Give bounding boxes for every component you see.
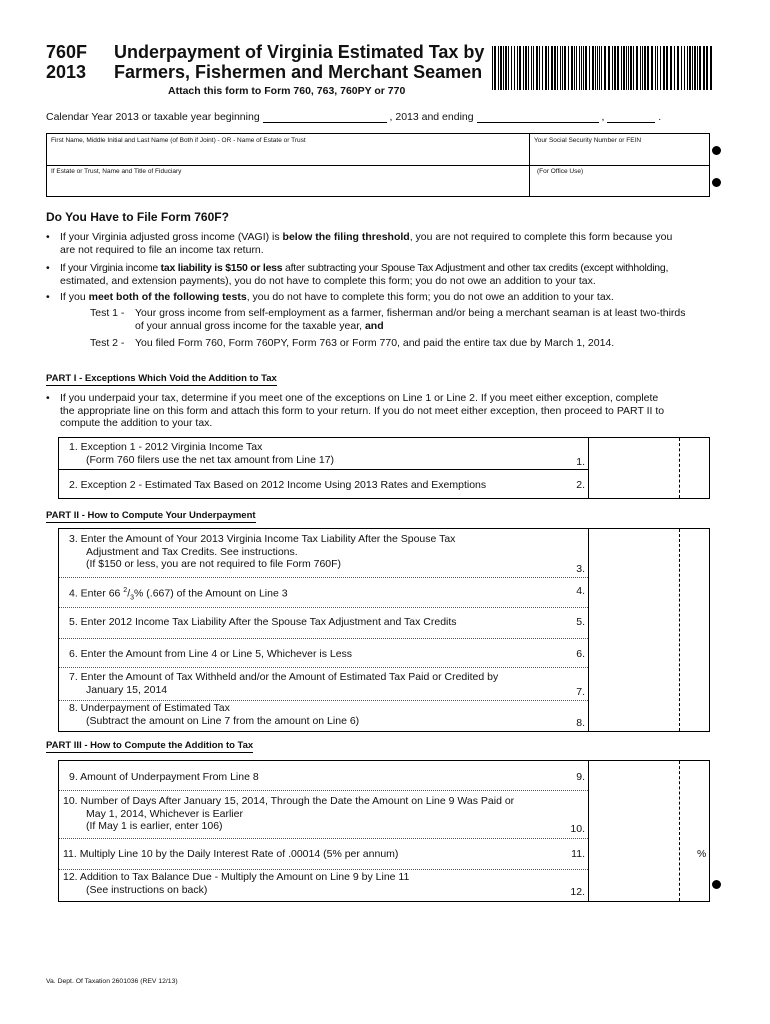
registration-dot-1: [712, 146, 721, 155]
barcode-bar: [519, 46, 521, 90]
calendar-year-line: [46, 111, 661, 123]
barcode-bar: [628, 46, 629, 90]
ssn-field[interactable]: [533, 146, 707, 163]
barcode-bar: [554, 46, 556, 90]
line11-rate-field[interactable]: [589, 839, 697, 869]
line9-number: 9.: [576, 771, 585, 783]
row-divider: [59, 577, 588, 578]
fiduciary-row: [47, 165, 709, 196]
amount-column-divider: [588, 529, 589, 731]
line1-label: 1. Exception 1 - 2012 Virginia Income Tax (Form 760 filers use the net tax amount from Line 17): [69, 441, 335, 466]
barcode-bar: [647, 46, 649, 90]
line5-number: 5.: [576, 616, 585, 628]
ssn-label: Your Social Security Number or FEIN: [534, 137, 642, 144]
barcode-bar: [640, 46, 641, 90]
row-divider: [59, 667, 588, 668]
barcode-bar: [514, 46, 515, 90]
barcode-bar: [674, 46, 675, 90]
line2-amount-field[interactable]: [589, 470, 709, 499]
barcode-bar: [581, 46, 582, 90]
line11-number: 11.: [571, 848, 585, 860]
line10-number: 10.: [570, 823, 585, 835]
calendar-prefix: Calendar Year 2013 or taxable year beginning: [46, 111, 260, 123]
line5-label: 5. Enter 2012 Income Tax Liability After the Spouse Tax Adjustment and Tax Credits: [69, 616, 457, 628]
barcode-bar: [531, 46, 532, 90]
barcode-bar: [492, 46, 493, 90]
barcode-bar: [545, 46, 547, 90]
line7-amount-field[interactable]: [589, 668, 709, 700]
barcode-bar: [655, 46, 656, 90]
barcode: [492, 46, 718, 90]
barcode-bar: [564, 46, 566, 90]
barcode-bar: [626, 46, 627, 90]
line3-amount-field[interactable]: [589, 529, 709, 577]
row-divider: [59, 790, 588, 791]
form-title-line1: Underpayment of Virginia Estimated Tax by: [114, 42, 485, 62]
barcode-bar: [571, 46, 573, 90]
row-divider: [59, 700, 588, 701]
bullet-2: • If your Virginia income tax liability is $150 or less after subtracting your Spouse Tax Adjustment and other tax credits (except withholding, estimated, and extension payments), you do not have to complete this form; you do not owe an addition to your tax.: [46, 262, 669, 287]
line2-number: 2.: [576, 479, 585, 491]
barcode-bar: [694, 46, 696, 90]
test-1: Test 1 - Your gross income from self-employment as a farmer, fisherman and/or being a merchant seaman is at least two-thirds of your annual gross income for the taxable year, and: [90, 307, 686, 332]
barcode-bar: [557, 46, 558, 90]
barcode-bar: [533, 46, 534, 90]
line6-label: 6. Enter the Amount from Line 4 or Line 5, Whichever is Less: [69, 648, 353, 660]
form-year: 2013: [46, 62, 87, 82]
barcode-bar: [657, 46, 658, 90]
barcode-bar: [542, 46, 543, 90]
barcode-bar: [670, 46, 672, 90]
part3-table: [58, 760, 710, 902]
barcode-bar: [595, 46, 596, 90]
barcode-bar: [579, 46, 580, 90]
barcode-bar: [583, 46, 584, 90]
barcode-bar: [666, 46, 668, 90]
barcode-bar: [551, 46, 553, 90]
line8-amount-field[interactable]: [589, 701, 709, 732]
line2-label: 2. Exception 2 - Estimated Tax Based on 2012 Income Using 2013 Rates and Exemptions: [69, 479, 487, 491]
barcode-bar: [548, 46, 549, 90]
name-row: [47, 134, 709, 166]
barcode-bar: [528, 46, 529, 90]
part2-table: [58, 528, 710, 732]
barcode-bar: [608, 46, 610, 90]
barcode-bar: [644, 46, 646, 90]
barcode-bar: [498, 46, 499, 90]
name-field[interactable]: [49, 146, 525, 163]
barcode-bar: [599, 46, 600, 90]
barcode-bar: [642, 46, 643, 90]
line6-amount-field[interactable]: [589, 639, 709, 667]
row-divider: [59, 838, 588, 839]
barcode-bar: [604, 46, 606, 90]
line7-number: 7.: [576, 686, 585, 698]
barcode-bar: [503, 46, 504, 90]
calendar-comma: ,: [601, 111, 605, 123]
line1-amount-field[interactable]: [589, 438, 709, 469]
barcode-bar: [699, 46, 701, 90]
row-divider: [59, 638, 588, 639]
line10-days-field[interactable]: [589, 791, 709, 838]
row-divider: [59, 869, 588, 870]
barcode-bar: [614, 46, 616, 90]
line8-label: 8. Underpayment of Estimated Tax (Subtract the amount on Line 7 from the amount on Line 6): [69, 702, 360, 727]
barcode-bar: [612, 46, 613, 90]
barcode-bar: [630, 46, 632, 90]
line1-number: 1.: [576, 456, 585, 468]
barcode-bar: [511, 46, 512, 90]
barcode-bar: [589, 46, 590, 90]
part2-heading: PART II - How to Compute Your Underpayment: [46, 510, 256, 521]
row-divider: [59, 607, 588, 608]
cents-divider: [679, 438, 680, 498]
percent-unit: %: [697, 848, 707, 860]
barcode-bar: [636, 46, 638, 90]
line9-label: 9. Amount of Underpayment From Line 8: [69, 771, 259, 783]
part1-instructions: • If you underpaid your tax, determine if you meet one of the exceptions on Line 1 or Line 2. If you meet either exception, complete the appropriate line on this form and attach this form to your return. If you do not meet either exception, then proceed to PART II to compute the addition to your tax.: [46, 392, 665, 429]
barcode-bar: [601, 46, 602, 90]
attach-instruction: Attach this form to Form 760, 763, 760PY or 770: [168, 85, 406, 97]
name-block-divider: [529, 134, 530, 196]
form-number-block: [46, 42, 87, 82]
barcode-bar: [623, 46, 625, 90]
barcode-bar: [689, 46, 691, 90]
barcode-bar: [663, 46, 665, 90]
barcode-bar: [494, 46, 496, 90]
barcode-bar: [651, 46, 653, 90]
barcode-bar: [706, 46, 708, 90]
cents-divider: [679, 761, 680, 901]
barcode-bar: [523, 46, 524, 90]
part1-heading: PART I - Exceptions Which Void the Addition to Tax: [46, 373, 277, 384]
barcode-bar: [539, 46, 540, 90]
barcode-bar: [681, 46, 682, 90]
line7-label: 7. Enter the Amount of Tax Withheld and/or the Amount of Estimated Tax Paid or Credited by January 15, 2014: [69, 671, 499, 696]
barcode-bar: [677, 46, 679, 90]
barcode-bar: [684, 46, 685, 90]
part1-table: [58, 437, 710, 499]
line6-number: 6.: [576, 648, 585, 660]
barcode-bar: [597, 46, 598, 90]
amount-column-divider: [588, 761, 589, 901]
barcode-bar: [585, 46, 587, 90]
line4-label: 4. Enter 66 $^2/_3\%$ (.667) of the Amount on Line 3: [69, 587, 288, 602]
footer-revision: Va. Dept. Of Taxation 2601036 (REV 12/13): [46, 978, 178, 985]
line5-amount-field[interactable]: [589, 608, 709, 638]
cents-divider: [679, 529, 680, 731]
barcode-bar: [574, 46, 575, 90]
bullet-1: • If your Virginia adjusted gross income (VAGI) is below the filing threshold, you are not required to complete this form because you are not required to file an income tax return.: [46, 231, 673, 256]
part3-heading: PART III - How to Compute the Addition to Tax: [46, 740, 254, 751]
barcode-bar: [500, 46, 502, 90]
barcode-bar: [633, 46, 634, 90]
barcode-bar: [525, 46, 527, 90]
line3-number: 3.: [576, 563, 585, 575]
barcode-bar: [508, 46, 509, 90]
barcode-bar: [536, 46, 538, 90]
barcode-bar: [621, 46, 622, 90]
barcode-bar: [560, 46, 561, 90]
barcode-bar: [687, 46, 688, 90]
registration-dot-3: [712, 880, 721, 889]
amount-column-divider: [588, 438, 589, 498]
form-number: 760F: [46, 42, 88, 62]
begin-date-field[interactable]: [263, 112, 387, 123]
end-date-field[interactable]: [477, 112, 599, 123]
name-label: First Name, Middle Initial and Last Name (of Both if Joint) - OR - Name of Estate or Trust: [51, 137, 306, 144]
barcode-bar: [710, 46, 712, 90]
barcode-bar: [617, 46, 619, 90]
line12-label: 12. Addition to Tax Balance Due - Multiply the Amount on Line 9 by Line 11 (See instructions on back): [63, 871, 410, 896]
test-2: Test 2 - You filed Form 760, Form 760PY, Form 763 or Form 770, and paid the entire tax due by March 1, 2014.: [90, 337, 615, 349]
barcode-bar: [703, 46, 705, 90]
barcode-bar: [517, 46, 518, 90]
barcode-bar: [697, 46, 698, 90]
line9-amount-field[interactable]: [589, 761, 709, 790]
barcode-bar: [692, 46, 693, 90]
line4-amount-field[interactable]: [589, 578, 709, 607]
barcode-bar: [562, 46, 563, 90]
calendar-middle: , 2013 and ending: [389, 111, 474, 123]
fiduciary-label: If Estate or Trust, Name and Title of Fiduciary: [51, 168, 182, 175]
form-title-line2: Farmers, Fishermen and Merchant Seamen: [114, 62, 483, 82]
registration-dot-2: [712, 178, 721, 187]
line8-number: 8.: [576, 717, 585, 729]
line3-label: 3. Enter the Amount of Your 2013 Virginia Income Tax Liability After the Spouse Tax Adjustment and Tax Credits. See instructions. (If $150 or less, you are not required to file Form 760F): [69, 533, 456, 570]
line10-label: 10. Number of Days After January 15, 2014, Through the Date the Amount on Line 9 Was Paid or May 1, 2014, Whichever is Earlier (If May 1 is earlier, enter 106): [63, 795, 515, 832]
barcode-bar: [568, 46, 569, 90]
form-title: [114, 42, 484, 82]
barcode-bar: [660, 46, 661, 90]
line4-number: 4.: [576, 585, 585, 597]
barcode-bar: [592, 46, 594, 90]
end-year-field[interactable]: [607, 112, 655, 123]
fiduciary-field[interactable]: [49, 177, 525, 194]
taxpayer-info-block: [46, 133, 710, 197]
office-use-label: (For Office Use): [537, 168, 584, 175]
row-divider: [59, 469, 588, 470]
section-heading: Do You Have to File Form 760F?: [46, 210, 229, 224]
line11-label: 11. Multiply Line 10 by the Daily Interest Rate of .00014 (5% per annum): [63, 848, 399, 860]
barcode-bar: [505, 46, 507, 90]
barcode-bar: [576, 46, 577, 90]
line12-number: 12.: [570, 886, 585, 898]
bullet-3: • If you meet both of the following tests, you do not have to complete this form; you do not owe an addition to your tax.: [46, 291, 614, 303]
calendar-period: .: [658, 111, 662, 123]
line12-amount-field[interactable]: [589, 870, 709, 902]
